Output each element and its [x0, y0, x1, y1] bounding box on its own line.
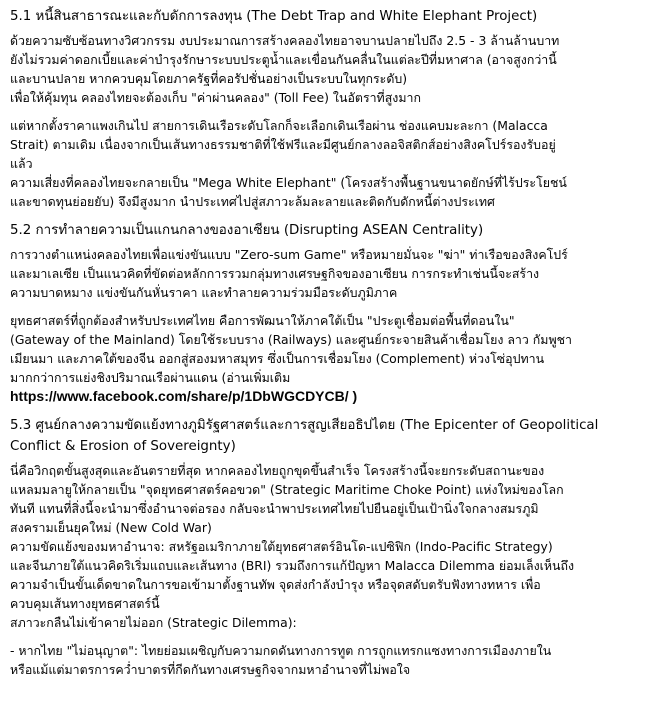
text-line: และมาเลเซีย เป็นแนวคิดที่ขัดต่อหลักการรวมกลุ่มทางเศรษฐกิจของอาเซียน การกระทำเช่นนี้จะสร้าง [10, 266, 540, 281]
paragraph-5-3-a [10, 461, 644, 632]
text-line: Strait) ตามเดิม เนื่องจากเป็นเส้นทางธรรมชาติที่ใช้ฟรีและมีศูนย์กลางลอจิสติกส์อย่างสิงคโปร์รองรับอยู่ [10, 137, 556, 152]
text-line: ความเสี่ยงที่คลองไทยจะกลายเป็น "Mega White Elephant" (โครงสร้างพื้นฐานขนาดยักษ์ที่ไร้ประโยชน์ [10, 175, 567, 190]
link-line [10, 387, 644, 406]
text-line: ยังไม่รวมค่าดอกเบี้ยและค่าบำรุงรักษาระบบประตูน้ำและเขื่อนกันคลื่นในแต่ละปีที่มหาศาล (อาจสูงกว่านี้ [10, 52, 557, 67]
section-heading-5-3 [10, 415, 644, 457]
text-line: การวางตำแหน่งคลองไทยเพื่อแข่งขันแบบ "Zero-sum Game" หรือหมายมั่นจะ "ฆ่า" ท่าเรือของสิงคโปร์ [10, 247, 568, 262]
text-line: เมียนมา และภาคใต้ของจีน ออกสู่สองมหาสมุทร ซึ่งเป็นการเชื่อมโยง (Complement) ห่วงโซ่อุปทาน [10, 351, 545, 366]
text-line: มากกว่าการแย่งชิงปริมาณเรือผ่านแดน (อ่านเพิ่มเติม [10, 370, 291, 385]
text-line: สภาวะกลืนไม่เข้าคายไม่ออก (Strategic Dilemma): [10, 615, 297, 630]
text-line: ยุทธศาสตร์ที่ถูกต้องสำหรับประเทศไทย คือการพัฒนาให้ภาคใต้เป็น "ประตูเชื่อมต่อพื้นที่ดอนใน" [10, 313, 515, 328]
text-line: ความจำเป็นขั้นเด็ดขาดในการขอเข้ามาตั้งฐานทัพ จุดส่งกำลังบำรุง หรือจุดสดับตรับฟังทางทหาร เพื่อ [10, 577, 541, 592]
text-line: สงครามเย็นยุคใหม่ (New Cold War) [10, 520, 212, 535]
text-line: แล้ว [10, 156, 33, 171]
text-line: ควบคุมเส้นทางยุทธศาสตร์นี้ [10, 596, 160, 611]
paragraph-5-1-a [10, 31, 644, 107]
paragraph-5-2-a [10, 245, 644, 302]
text-line: แหลมมลายูให้กลายเป็น "จุดยุทธศาสตร์คอขวด" (Strategic Maritime Choke Point) แห่งใหม่ของโลก [10, 482, 564, 497]
section-heading-5-2 [10, 220, 644, 241]
facebook-share-link[interactable]: https://www.facebook.com/share/p/1DbWGCDYCB/ [10, 388, 349, 404]
paragraph-5-1-b [10, 116, 644, 211]
text-line: หรือแม้แต่มาตรการคว่ำบาตรที่กีดกันทางเศรษฐกิจจากมหาอำนาจที่ไม่พอใจ [10, 662, 411, 677]
text-line: และบานปลาย หากควบคุมโดยภาครัฐที่คอรัปชั่นอย่างเป็นระบบในทุกระดับ) [10, 71, 408, 86]
text-line: และจีนภายใต้แนวคิดริเริ่มแถบและเส้นทาง (BRI) รวมถึงการแก้ปัญหา Malacca Dilemma ย่อมเล็งเห็นถึง [10, 558, 575, 573]
text-line: ด้วยความซับซ้อนทางวิศวกรรม งบประมาณการสร้างคลองไทยอาจบานปลายไปถึง 2.5 - 3 ล้านล้านบาท [10, 33, 560, 48]
text-line: ทันที แทนที่สิ่งนี้จะนำมาซึ่งอำนาจต่อรอง กลับจะนำพาประเทศไทยไปยืนอยู่เป็นเป้านิ่งใจกลางสมรภูมิ [10, 501, 539, 516]
heading-text: 5.3 ศูนย์กลางความขัดแย้งทางภูมิรัฐศาสตร์และการสูญเสียอธิปไตย (The Epicenter of Geopolitical [10, 418, 599, 433]
text-line: แต่หากตั้งราคาแพงเกินไป สายการเดินเรือระดับโลกก็จะเลือกเดินเรือผ่าน ช่องแคบมะละกา (Malacca [10, 118, 548, 133]
text-line: - หากไทย "ไม่อนุญาต": ไทยย่อมเผชิญกับความกดดันทางการทูต การถูกแทรกแซงทางการเมืองภายใน [10, 643, 552, 658]
text-line: (Gateway of the Mainland) โดยใช้ระบบราง (Railways) และศูนย์กระจายสินค้าเชื่อมโยง ลาว กัมพูชา [10, 332, 572, 347]
paragraph-5-2-b [10, 311, 644, 406]
text-line: ความขัดแย้งของมหาอำนาจ: สหรัฐอเมริกาภายใต้ยุทธศาสตร์อินโด-แปซิฟิก (Indo-Pacific Strategy) [10, 539, 553, 554]
text-line: และขาดทุนย่อยยับ) จึงมีสูงมาก นำประเทศไปสู่สภาวะล้มละลายและติดกับดักหนี้ต่างประเทศ [10, 194, 495, 209]
text-line: เพื่อให้คุ้มทุน คลองไทยจะต้องเก็บ "ค่าผ่านคลอง" (Toll Fee) ในอัตราที่สูงมาก [10, 90, 421, 105]
heading-text: 5.1 หนี้สินสาธารณะและกับดักการลงทุน (The Debt Trap and White Elephant Project) [10, 9, 538, 24]
link-closing-paren: ) [348, 388, 358, 404]
section-heading-5-1 [10, 6, 644, 27]
paragraph-5-3-b [10, 641, 644, 679]
text-line: ความบาดหมาง แข่งขันกันหั่นราคา และทำลายความร่วมมือระดับภูมิภาค [10, 285, 398, 300]
heading-text: 5.2 การทำลายความเป็นแกนกลางของอาเซียน (Disrupting ASEAN Centrality) [10, 223, 484, 238]
text-line: นี่คือวิกฤตขั้นสูงสุดและอันตรายที่สุด หากคลองไทยถูกขุดขึ้นสำเร็จ โครงสร้างนี้จะยกระดับสถานะของ [10, 463, 545, 478]
heading-text: Conflict & Erosion of Sovereignty) [10, 439, 236, 454]
